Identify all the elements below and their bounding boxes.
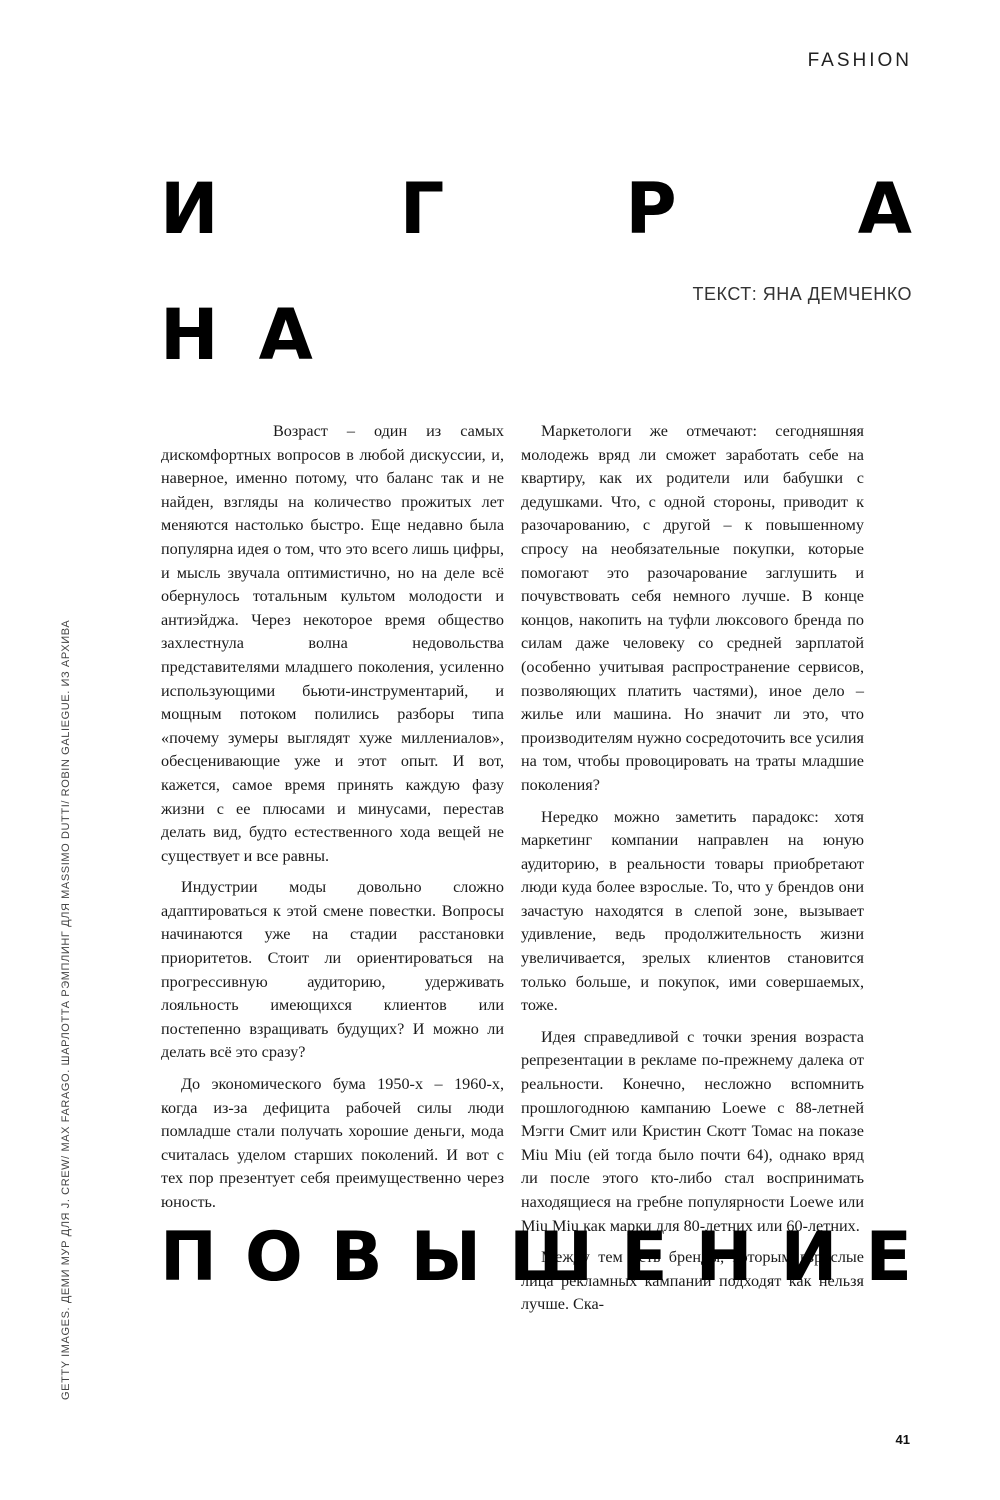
headline-letter: Е <box>865 1218 912 1297</box>
headline-letter: Ы <box>410 1218 482 1297</box>
article-column-right <box>521 420 864 1325</box>
headline-letter: П <box>160 1218 217 1297</box>
headline-letter: Г <box>399 168 445 250</box>
headline-letter: А <box>857 168 912 250</box>
headline-line-1 <box>160 168 912 250</box>
headline-letter: О <box>244 1218 303 1297</box>
article-paragraph: Идея справедливой с точки зрения возраста репрезентации в рекламе по-прежнему далека от реальности. Конечно, несложно вспомнить прошлогоднюю кампанию Loewe с 88-летней Мэгги Смит или Кристин Скотт Томас на показе Miu Miu (ей тогда было почти 64), однако вряд ли после этого кто-либо стал воспринимать находящиеся на гребне популярности Loewe или Miu Miu как марки для 80-летних или 60-летних. <box>521 1027 864 1235</box>
headline-letter: А <box>258 294 313 376</box>
article-paragraph: Маркетологи же отмечают: сегодняшняя молодежь вряд ли сможет заработать себе на квартиру, как их родители или бабушки с дедушками. Что, с одной стороны, приводит к разочарованию, с другой – к повышенному спросу на необязательные покупки, которые помогают это разочарование заглушить и почувствовать себя немного лучше. В конце концов, накопить на туфли люксового бренда по силам даже человеку со средней зарплатой (особенно учитывая распространение сервисов, позволяющих платить частями), иное дело – жилье или машина. Но значит ли это, что производителям нужно сосредоточить все усилия на том, чтобы провоцировать на траты младшие поколения? <box>521 422 864 794</box>
article-column-left <box>161 420 504 1223</box>
headline-letter: Е <box>621 1218 668 1297</box>
headline-letter: И <box>780 1218 838 1297</box>
headline-line-3 <box>160 1218 912 1297</box>
headline-letter: Н <box>695 1218 753 1297</box>
headline-letter: В <box>330 1218 383 1297</box>
author-byline: ТЕКСТ: ЯНА ДЕМЧЕНКО <box>692 284 912 304</box>
headline-letter: Р <box>625 168 677 250</box>
article-paragraph: До экономического бума 1950-х – 1960-х, когда из-за дефицита рабочей силы люди помладше стали получать хорошие деньги, мода считалась уделом старших поколений. И вот с тех пор презентует себя преимущественно через юность. <box>161 1075 504 1211</box>
article-paragraph: Индустрии моды довольно сложно адаптироваться к этой смене повестки. Вопросы начинаются уже на стадии расстановки приоритетов. Стоит ли ориентироваться на прогрессивную аудиторию, удерживать лояльность имеющихся клиентов или постепенно взращивать будущих? И можно ли делать всё это сразу? <box>161 878 504 1062</box>
headline-letter: И <box>160 168 219 250</box>
article-paragraph: Между тем есть бренды, которым взрослые лица рекламных кампаний подходят как нельзя лучше. Ска- <box>521 1248 864 1314</box>
page-number: 41 <box>895 1432 910 1447</box>
headline-letter: Н <box>160 294 219 376</box>
article-paragraph: Нередко можно заметить парадокс: хотя маркетинг компании направлен на юную аудиторию, в реальности товары приобретают люди куда более взрослые. То, что у брендов они зачастую находятся в слепой зоне, вызывает удивление, ведь продолжительность жизни увеличивается, зрелых клиентов становится только больше, и покупок, ими совершаемых, тоже. <box>521 807 864 1015</box>
article-paragraph: Возраст – один из самых дискомфортных вопросов в любой дискуссии, и, наверное, именно потому, что баланс так и не найден, взгляды на количество прожитых лет меняются настолько быстро. Еще недавно была популярна идея о том, что это всего лишь цифры, и мысль звучала оптимистично, но на деле всё обернулось тотальным культом молодости и антиэйджа. Через некоторое время общество захлестнула волна недовольства представителями младшего поколения, усиленно использующими бьюти-инструментарий, и мощным потоком полились разборы типа «почему зумеры выглядят хуже миллениалов», обесценивающие уже и этот опыт. И вот, кажется, самое время принять каждую фазу жизни с ее плюсами и минусами, перестав делать вид, будто естественного хода вещей не существует и все равны. <box>161 422 504 865</box>
photo-credits: GETTY IMAGES. ДЕМИ МУР ДЛЯ J. CREW/ MAX FARAGO. ШАРЛОТТА РЭМПЛИНГ ДЛЯ MASSIMO DUTTI/ ROBIN GALIEGUE. ИЗ АРХИВА <box>60 619 72 1400</box>
headline-letter: Ш <box>509 1218 594 1297</box>
section-label: FASHION <box>807 50 912 71</box>
